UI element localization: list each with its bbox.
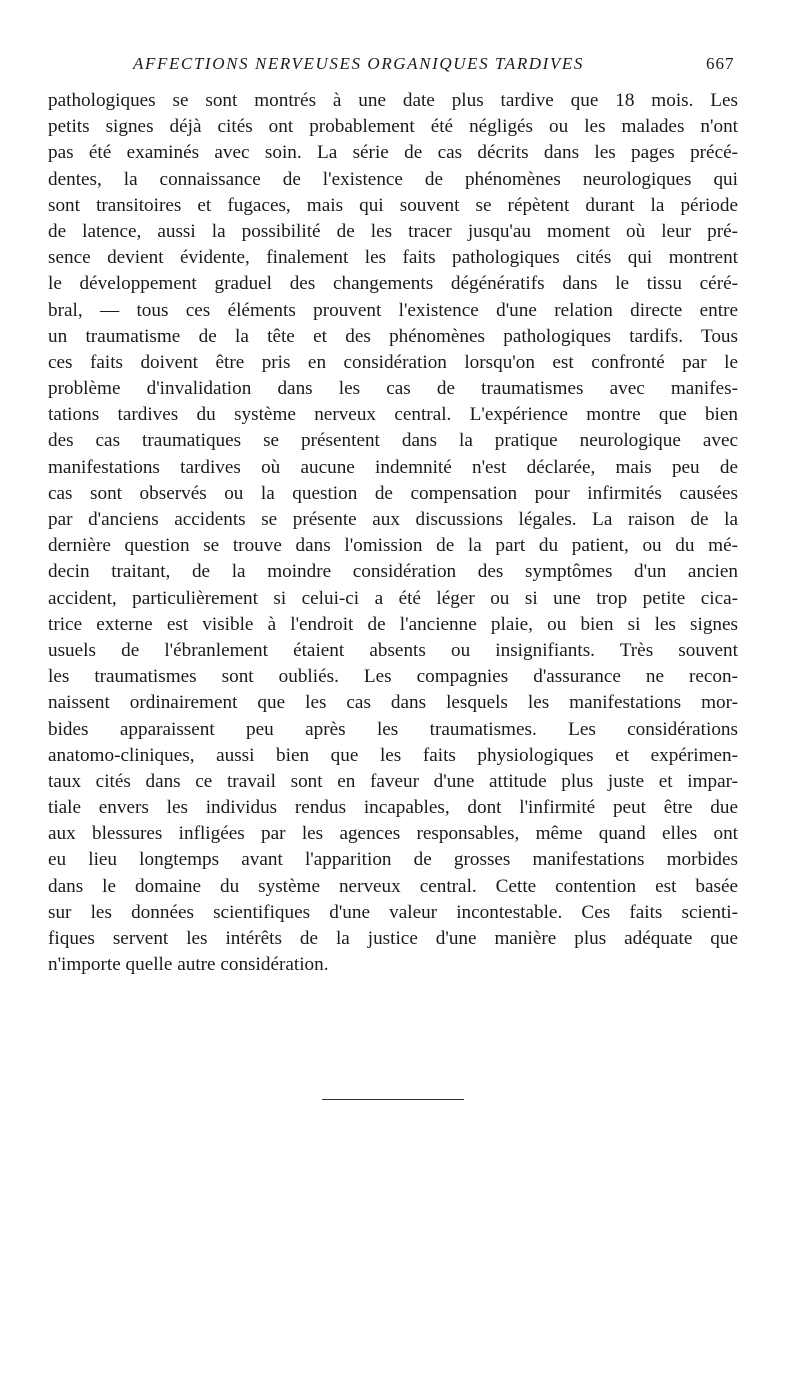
text-line: aux blessures infligées par les agences responsables, même quand elles ont [48,823,738,845]
text-line: cas sont observés ou la question de compensation pour infirmités causées [48,482,738,504]
text-line: par d'anciens accidents se présente aux discussions légales. La raison de la [48,509,738,530]
text-line: sur les données scientifiques d'une valeur incontestable. Ces faits scienti- [48,901,738,923]
text-line: fiques servent les intérêts de la justice d'une manière plus adéquate que [48,928,738,949]
text-line: tiale envers les individus rendus incapables, dont l'infirmité peut être due [48,797,738,819]
text-line: dernière question se trouve dans l'omission de la part du patient, ou du mé- [48,535,738,557]
text-line: sence devient évidente, finalement les faits pathologiques cités qui montrent [48,247,738,269]
section-end-rule [322,1099,464,1100]
text-line: des cas traumatiques se présentent dans la pratique neurologique avec [48,430,738,452]
text-line: pathologiques se sont montrés à une date plus tardive que 18 mois. Les [48,90,738,111]
text-line: naissent ordinairement que les cas dans lesquels les manifestations mor- [48,692,738,714]
text-line: dans le domaine du système nerveux central. Cette contention est basée [48,875,738,897]
text-line: un traumatisme de la tête et des phénomènes pathologiques tardifs. Tous [48,325,738,347]
text-line: sont transitoires et fugaces, mais qui souvent se répètent durant la période [48,194,738,216]
running-head [0,54,800,78]
text-line: les traumatismes sont oubliés. Les compagnies d'assurance ne recon- [48,666,738,688]
text-line: trice externe est visible à l'endroit de l'ancienne plaie, ou bien si les signes [48,613,738,635]
text-line: taux cités dans ce travail sont en faveur d'une attitude plus juste et impar- [48,770,738,792]
page-number: 667 [706,54,735,73]
text-line: accident, particulièrement si celui-ci a été léger ou si une trop petite cica- [48,587,738,609]
body-paragraph [48,88,738,978]
text-line: usuels de l'ébranlement étaient absents ou insignifiants. Très souvent [48,639,738,661]
text-line: de latence, aussi la possibilité de les tracer jusqu'au moment où leur pré- [48,220,738,242]
text-line: bides apparaissent peu après les traumatismes. Les considérations [48,718,738,740]
text-line-last: n'importe quelle autre considération. [48,954,329,976]
text-line: dentes, la connaissance de l'existence de phénomènes neurologiques qui [48,168,738,190]
text-line: manifestations tardives où aucune indemnité n'est déclarée, mais peu de [48,456,738,478]
text-line: decin traitant, de la moindre considération des symptômes d'un ancien [48,561,738,583]
text-line: eu lieu longtemps avant l'apparition de grosses manifestations morbides [48,849,738,871]
text-line: petits signes déjà cités ont probablement été négligés ou les malades n'ont [48,116,738,138]
text-line: tations tardives du système nerveux central. L'expérience montre que bien [48,404,738,426]
text-line: problème d'invalidation dans les cas de traumatismes avec manifes- [48,378,738,400]
running-title: AFFECTIONS NERVEUSES ORGANIQUES TARDIVES [133,54,585,73]
text-line: le développement graduel des changements dégénératifs dans le tissu céré- [48,273,738,295]
text-line: bral, — tous ces éléments prouvent l'existence d'une relation directe entre [48,299,738,321]
text-line: anatomo-cliniques, aussi bien que les faits physiologiques et expérimen- [48,744,738,766]
text-line: ces faits doivent être pris en considération lorsqu'on est confronté par le [48,351,738,373]
text-line: pas été examinés avec soin. La série de cas décrits dans les pages précé- [48,142,738,164]
